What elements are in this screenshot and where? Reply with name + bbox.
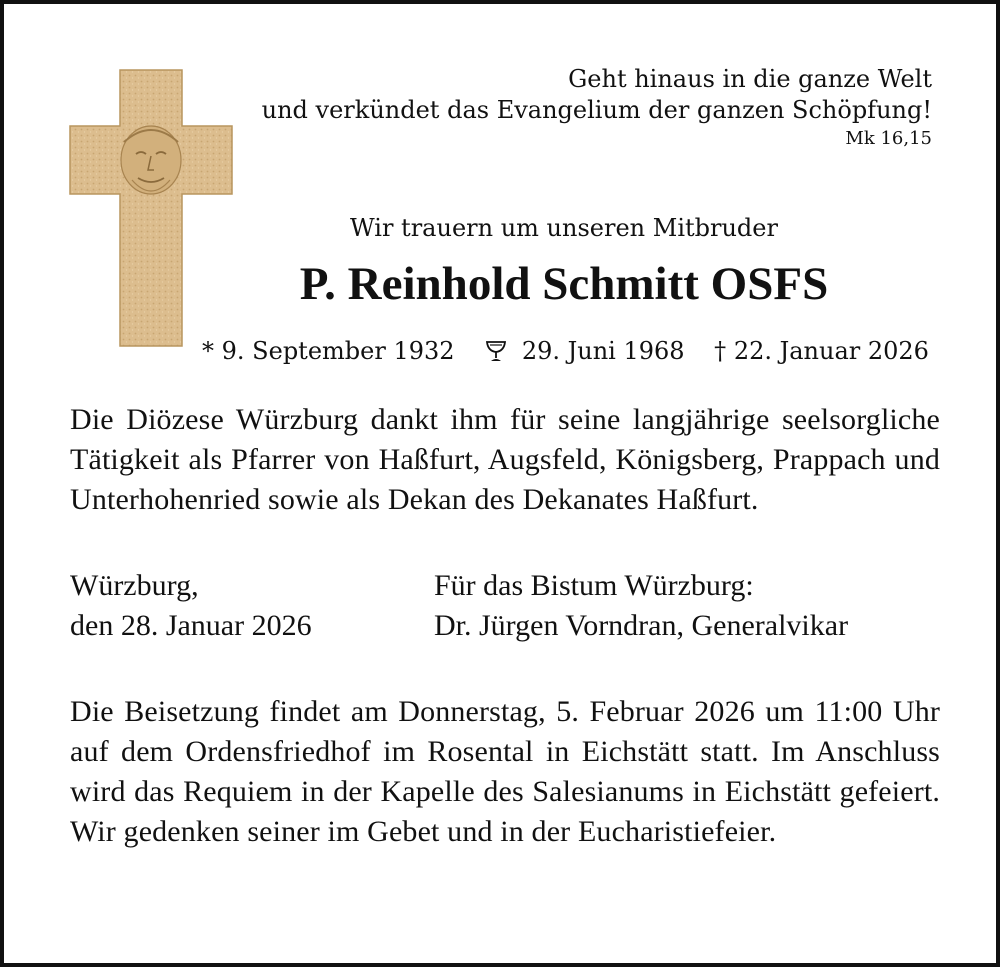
deceased-name: P. Reinhold Schmitt OSFS <box>299 258 829 310</box>
signature-line-1: Für das Bistum Würzburg: <box>434 569 754 602</box>
quote-line-1: Geht hinaus in die ganze Welt <box>568 65 932 93</box>
ordination-date-text: 29. Juni 1968 <box>521 336 685 365</box>
burial-paragraph: Die Beisetzung findet am Donnerstag, 5. Februar 2026 um 11:00 Uhr auf dem Ordensfriedhof im Rosental in Eichstätt statt. Im Anschluss wird das Requiem in der Kapelle des Salesianums in Eichstätt gefeiert. Wir gedenken seiner im Gebet und in der Eucharistiefeier. <box>70 695 940 848</box>
death-symbol: † <box>714 336 727 365</box>
birth-date <box>202 334 455 368</box>
place-date-block <box>70 566 312 646</box>
chalice-icon <box>484 339 508 363</box>
signature-block <box>434 566 848 646</box>
life-dates <box>202 332 942 368</box>
stone-cross-image <box>68 68 234 350</box>
signature-line-2: Dr. Jürgen Vorndran, Generalvikar <box>434 609 849 642</box>
thanks-paragraph: Die Diözese Würzburg dankt ihm für seine langjährige seelsorgliche Tätigkeit als Pfarrer von Haßfurt, Augsfeld, Königsberg, Prappach und Unterhohenried sowie als Dekan des Dekanates Haßfurt. <box>70 403 940 516</box>
ordination-date <box>484 334 684 368</box>
bible-quote <box>262 64 932 152</box>
birth-symbol: * <box>202 336 214 365</box>
place: Würzburg, <box>70 569 199 602</box>
quote-line-2: und verkündet das Evangelium der ganzen Schöpfung! <box>261 96 932 124</box>
death-date <box>714 334 929 368</box>
death-date-text: 22. Januar 2026 <box>733 336 929 365</box>
date: den 28. Januar 2026 <box>70 609 312 642</box>
quote-reference: Mk 16,15 <box>845 128 932 149</box>
birth-date-text: 9. September 1932 <box>221 336 455 365</box>
mourning-line: Wir trauern um unseren Mitbruder <box>350 214 778 242</box>
